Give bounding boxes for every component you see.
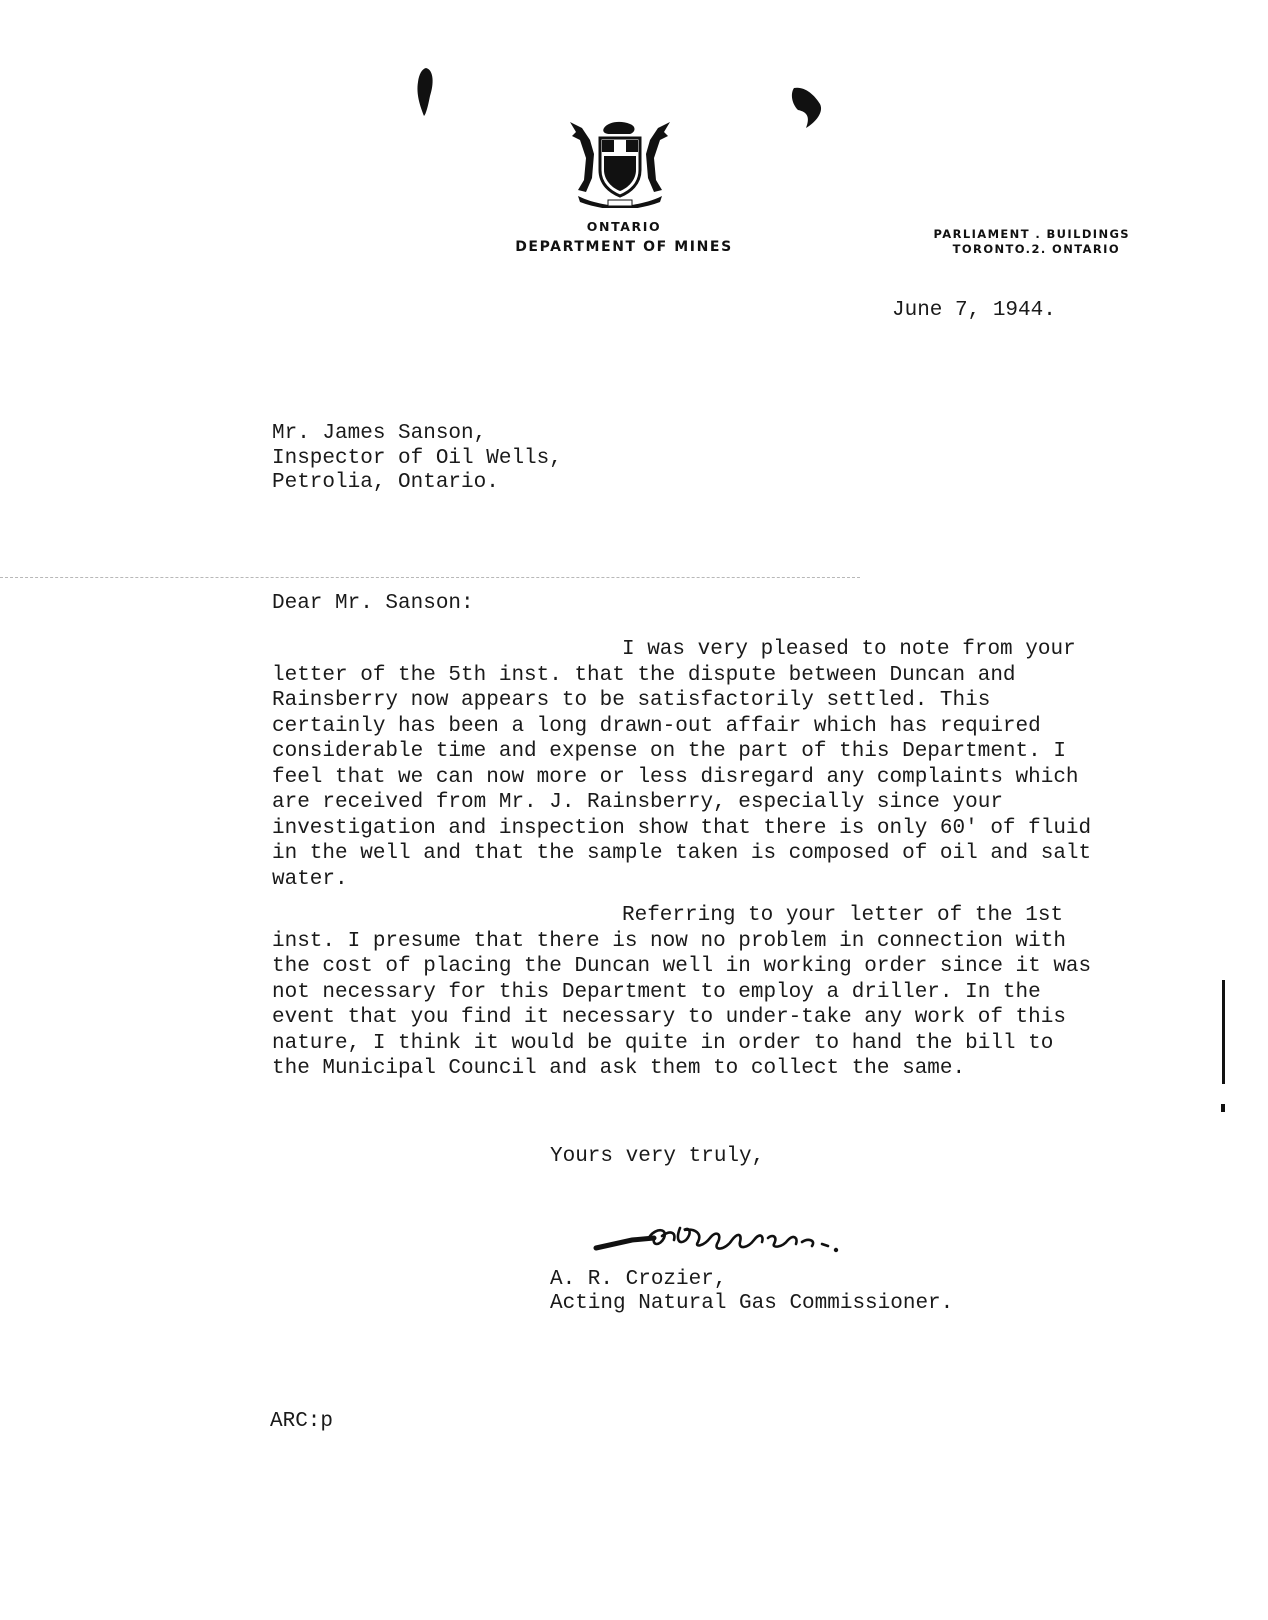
fold-line bbox=[0, 577, 860, 578]
salutation: Dear Mr. Sanson: bbox=[272, 592, 474, 615]
recipient-name: Mr. James Sanson, bbox=[272, 422, 487, 445]
closing: Yours very truly, bbox=[550, 1145, 765, 1168]
signatory-name: A. R. Crozier, bbox=[550, 1268, 727, 1291]
punch-mark-right bbox=[790, 84, 830, 132]
recipient-title: Inspector of Oil Wells, bbox=[272, 447, 562, 470]
letter-date: June 7, 1944. bbox=[892, 299, 1056, 322]
scan-edge-line bbox=[1222, 980, 1225, 1084]
ontario-crest-icon bbox=[564, 118, 676, 208]
scan-edge-dot bbox=[1221, 1104, 1225, 1112]
signatory-title: Acting Natural Gas Commissioner. bbox=[550, 1292, 954, 1315]
body-paragraph-2: Referring to your letter of the 1st inst. I presume that there is now no problem in connection with the cost of placing the Duncan well in working order since it was not necessary for this Department to employ a driller. In the event that you find it necessary to under-take any work of this nature, I think it would be quite in order to hand the bill to the Municipal Council and ask them to collect the same. bbox=[272, 904, 1092, 1080]
reference-initials: ARC:p bbox=[270, 1410, 334, 1433]
letterhead-address-line2: TORONTO.2. ONTARIO bbox=[952, 242, 1120, 256]
punch-mark-left bbox=[412, 66, 442, 118]
letterhead-department: DEPARTMENT OF MINES bbox=[515, 239, 733, 255]
letterhead-province: ONTARIO bbox=[586, 219, 662, 234]
recipient-location: Petrolia, Ontario. bbox=[272, 471, 499, 494]
body-paragraph-1: I was very pleased to note from your letter of the 5th inst. that the dispute between Duncan and Rainsberry now appears to be satisfactorily settled. This certainly has been a long drawn-out affair which has required considerable time and expense on the part of this Department. I feel that we can now more or less disregard any complaints which are received from Mr. J. Rainsberry, especially since your investigation and inspection show that there is only 60' of fluid in the well and that the sample taken is composed of oil and salt water. bbox=[272, 638, 1092, 891]
letterhead-address-line1: PARLIAMENT . BUILDINGS bbox=[933, 227, 1130, 241]
signature-icon bbox=[592, 1216, 852, 1264]
